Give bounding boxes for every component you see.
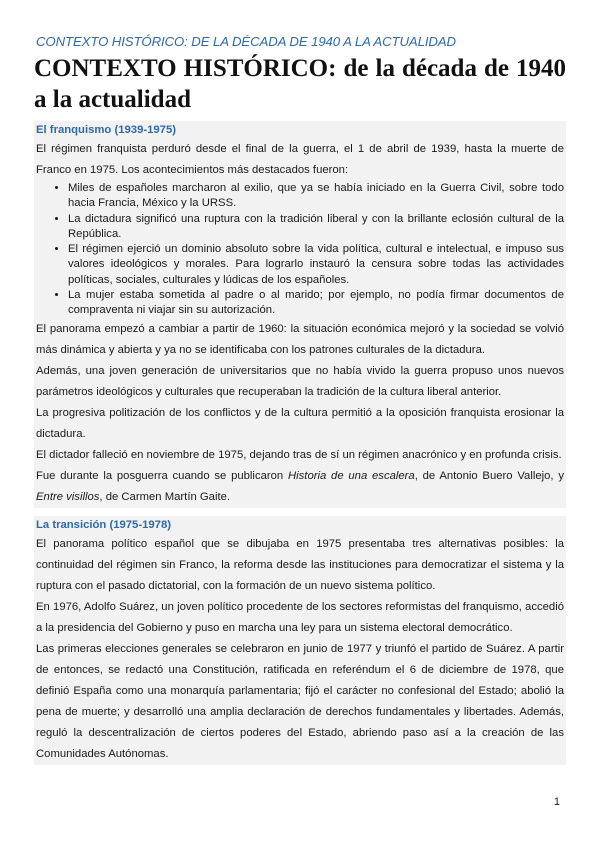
work-title: Entre visillos (36, 490, 100, 503)
text-run: Fue durante la posguerra cuando se publicaron (36, 469, 288, 482)
list-item: • La dictadura significó una ruptura con la tradición liberal y con la brillante eclosión cultural de la República. (68, 212, 564, 243)
title-rest: : de la década de 1940 a la actualidad (34, 55, 567, 113)
paragraph: El dictador falleció en noviembre de 1975, dejando tras de sí un régimen anacrónico y en profunda crisis. (34, 445, 566, 466)
list-item: • El régimen ejerció un dominio absoluto sobre la vida política, cultural e intelectual, e impuso sus valores ideológicos y morales. Para lograrlo instauró la censura sobre todas las actividades políticas, sociales, culturales y lúdicas de los españoles. (68, 242, 564, 288)
bullet-list (34, 181, 566, 319)
work-title: Historia de una escalera (287, 469, 415, 482)
paragraph: Además, una joven generación de universitarios que no había vivido la guerra propuso unos nuevos parámetros ideológicos y culturales que recuperaban la tradición de la cultura liberal anterior. (34, 361, 566, 403)
list-item: • La mujer estaba sometida al padre o al marido; por ejemplo, no podía firmar documentos de compraventa ni viajar sin su autorización. (68, 288, 564, 319)
paragraph: El panorama empezó a cambiar a partir de 1960: la situación económica mejoró y la sociedad se volvió más dinámica y abierta y ya no se identificaba con los patrones culturales de la dictadura. (34, 319, 566, 361)
section-heading-franquismo: El franquismo (1939-1975) (34, 121, 566, 139)
paragraph: El panorama político español que se dibujaba en 1975 presentaba tres alternativas posibles: la continuidad del régimen sin Franco, la reforma desde las instituciones para democratizar el sistema y la ruptura con el pasado dictatorial, con la formación de un nuevo sistema político. (34, 534, 566, 597)
running-header: CONTEXTO HISTÓRICO: DE LA DÉCADA DE 1940 A LA ACTUALIDAD (36, 34, 456, 49)
list-item: • Miles de españoles marcharon al exilio, que ya se había iniciado en la Guerra Civil, sobre todo hacia Francia, México y la URSS. (68, 181, 564, 212)
paragraph: El régimen franquista perduró desde el final de la guerra, el 1 de abril de 1939, hasta la muerte de Franco en 1975. Los acontecimientos más destacados fueron: (34, 139, 566, 181)
paragraph: En 1976, Adolfo Suárez, un joven político procedente de los sectores reformistas del franquismo, accedió a la presidencia del Gobierno y puso en marcha una ley para un sistema electoral democrático. (34, 597, 566, 639)
paragraph (34, 466, 566, 508)
document-page (34, 34, 566, 765)
text-run: , de Antonio Buero Vallejo, y (414, 469, 564, 482)
title-bold: CONTEXTO HISTÓRICO (34, 55, 329, 82)
paragraph: Las primeras elecciones generales se celebraron en junio de 1977 y triunfó el partido de Suárez. A partir de entonces, se redactó una Constitución, ratificada en referéndum el 6 de diciembre de 1978, que definió España como una monarquía parlamentaria; fijó el carácter no confesional del Estado; abolió la pena de muerte; y desarrolló una amplia declaración de derechos fundamentales y libertades. Además, reguló la descentralización de ciertos poderes del Estado, abriendo paso así a la creación de las Comunidades Autónomas. (34, 639, 566, 765)
text-run: , de Carmen Martín Gaite. (99, 490, 231, 503)
page-title (34, 53, 566, 115)
section-heading-transicion: La transición (1975-1978) (34, 516, 566, 534)
page-number: 1 (553, 796, 560, 808)
paragraph: La progresiva politización de los conflictos y de la cultura permitió a la oposición franquista erosionar la dictadura. (34, 403, 566, 445)
spacer (34, 508, 566, 516)
